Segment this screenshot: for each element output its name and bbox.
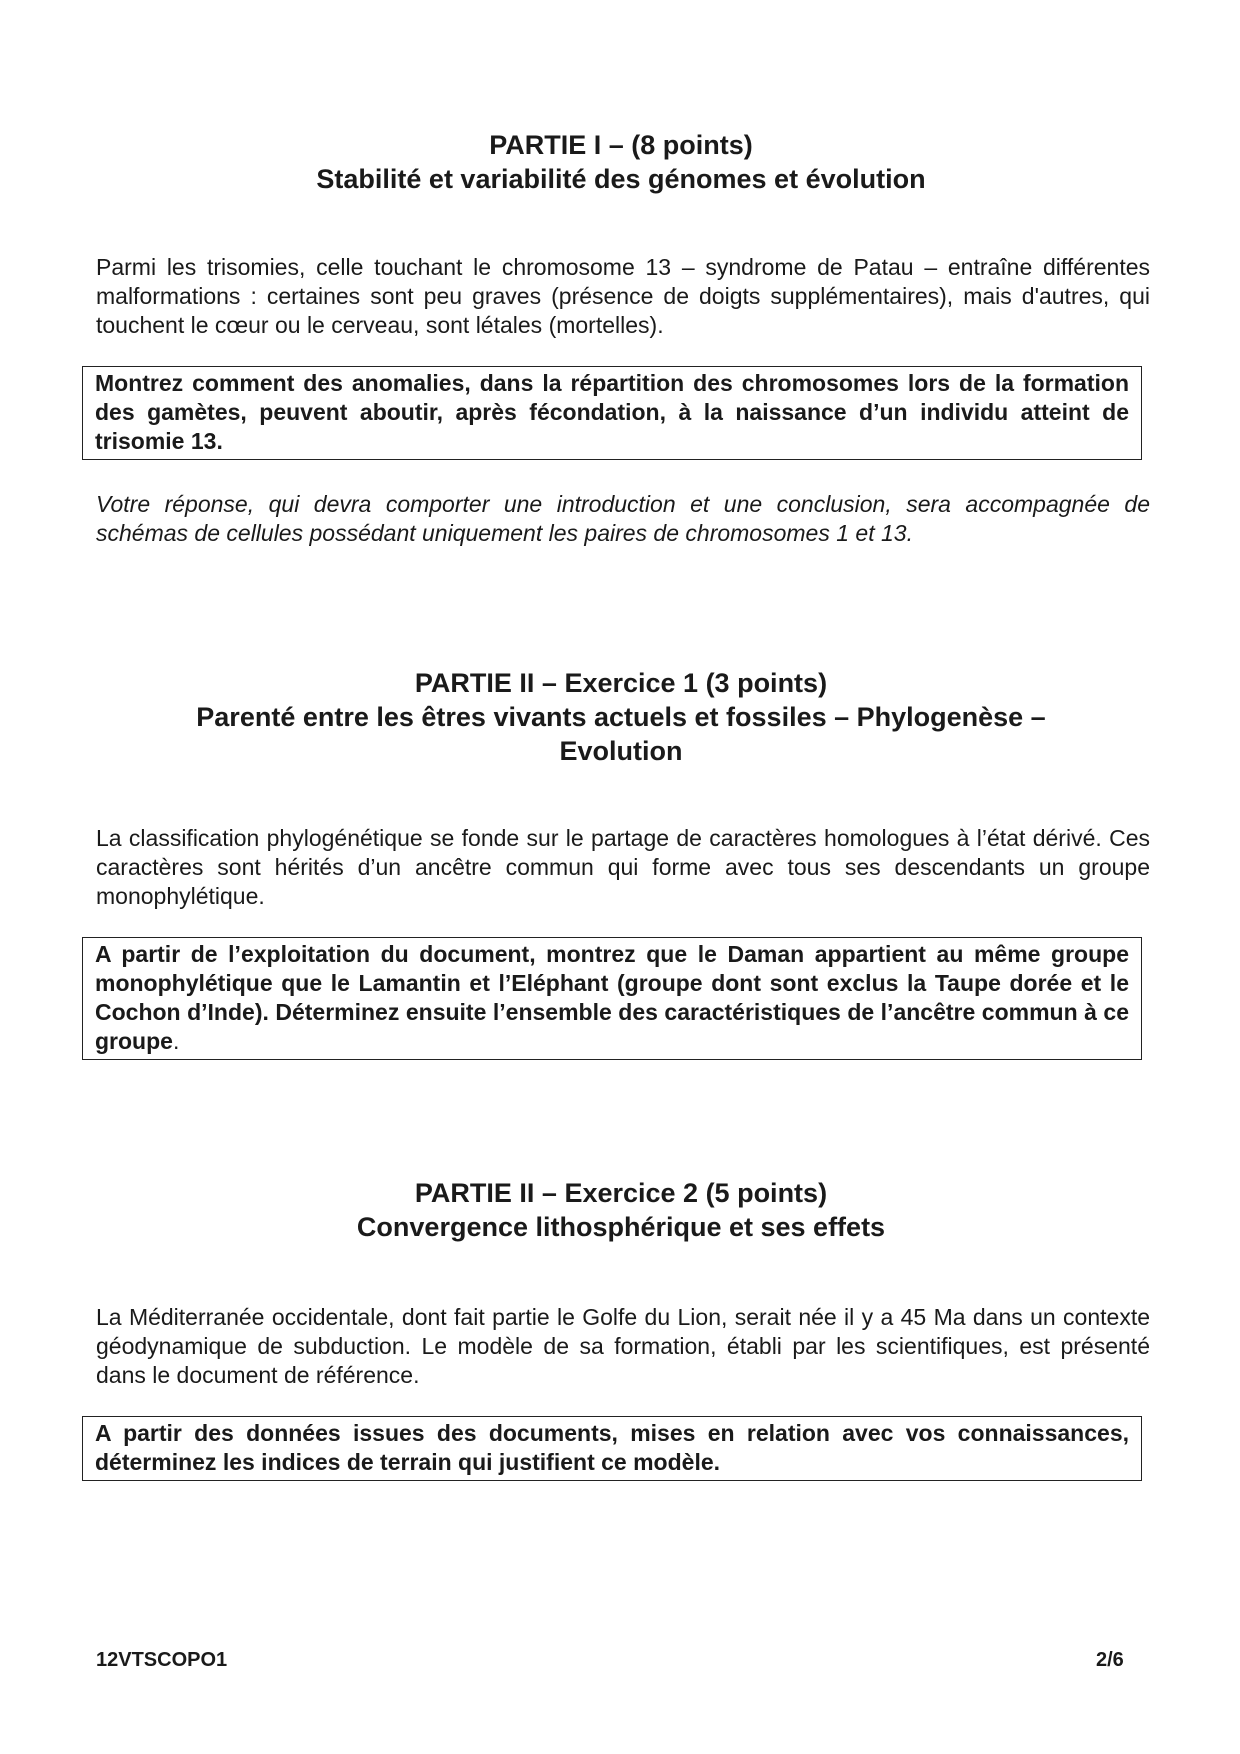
footer-exam-code: 12VTSCOPO1 bbox=[96, 1649, 228, 1671]
part2-ex2-question-box bbox=[82, 1416, 1142, 1481]
part2-ex1-question-end: . bbox=[172, 1028, 180, 1054]
part1-subheading: Stabilité et variabilité des génomes et évolution bbox=[316, 164, 926, 194]
part1-intro: Parmi les trisomies, celle touchant le chromosome 13 – syndrome de Patau – entraîne différentes malformations : certaines sont peu graves (présence de doigts supplémentaires), mais d'autres, qui touchent le cœur ou le cerveau, sont létales (mortelles). bbox=[96, 254, 1150, 338]
part1-question: Montrez comment des anomalies, dans la répartition des chromosomes lors de la formation des gamètes, peuvent aboutir, après fécondation, à la naissance d’un individu atteint de trisomie 13. bbox=[95, 370, 1129, 454]
part2-ex1-heading: PARTIE II – Exercice 1 (3 points) bbox=[414, 668, 828, 698]
part2-ex1-question: A partir de l’exploitation du document, montrez que le Daman appartient au même groupe monophylétique que le Lamantin et l’Eléphant (groupe dont sont exclus la Taupe dorée et le Cochon d’Inde). Déterminez ensuite l’ensemble des caractéristiques de l’ancêtre commun à ce groupe bbox=[95, 941, 1129, 1054]
part2-ex1-intro: La classification phylogénétique se fonde sur le partage de caractères homologues à l’état dérivé. Ces caractères sont hérités d’un ancêtre commun qui forme avec tous ses descendants un groupe monophylétique. bbox=[96, 825, 1150, 909]
part2-ex2-question: A partir des données issues des documents, mises en relation avec vos connaissances, déterminez les indices de terrain qui justifient ce modèle. bbox=[95, 1420, 1129, 1475]
part2-ex1-subheading-line2: Evolution bbox=[559, 736, 683, 766]
part2-ex2-subheading: Convergence lithosphérique et ses effets bbox=[356, 1212, 886, 1242]
part1-instructions: Votre réponse, qui devra comporter une introduction et une conclusion, sera accompagnée de schémas de cellules possédant uniquement les paires de chromosomes 1 et 13. bbox=[96, 491, 1150, 546]
part1-question-box bbox=[82, 366, 1142, 460]
part2-ex2-heading: PARTIE II – Exercice 2 (5 points) bbox=[414, 1178, 828, 1208]
part1-heading: PARTIE I – (8 points) bbox=[489, 130, 753, 160]
footer-page-number: 2/6 bbox=[1096, 1649, 1124, 1671]
part2-ex1-subheading-line1: Parenté entre les êtres vivants actuels et fossiles – Phylogenèse – bbox=[196, 702, 1046, 732]
part2-ex2-intro: La Méditerranée occidentale, dont fait partie le Golfe du Lion, serait née il y a 45 Ma dans un contexte géodynamique de subduction. Le modèle de sa formation, établi par les scientifiques, est présenté dans le document de référence. bbox=[96, 1304, 1150, 1388]
part2-ex1-question-box bbox=[82, 937, 1142, 1060]
